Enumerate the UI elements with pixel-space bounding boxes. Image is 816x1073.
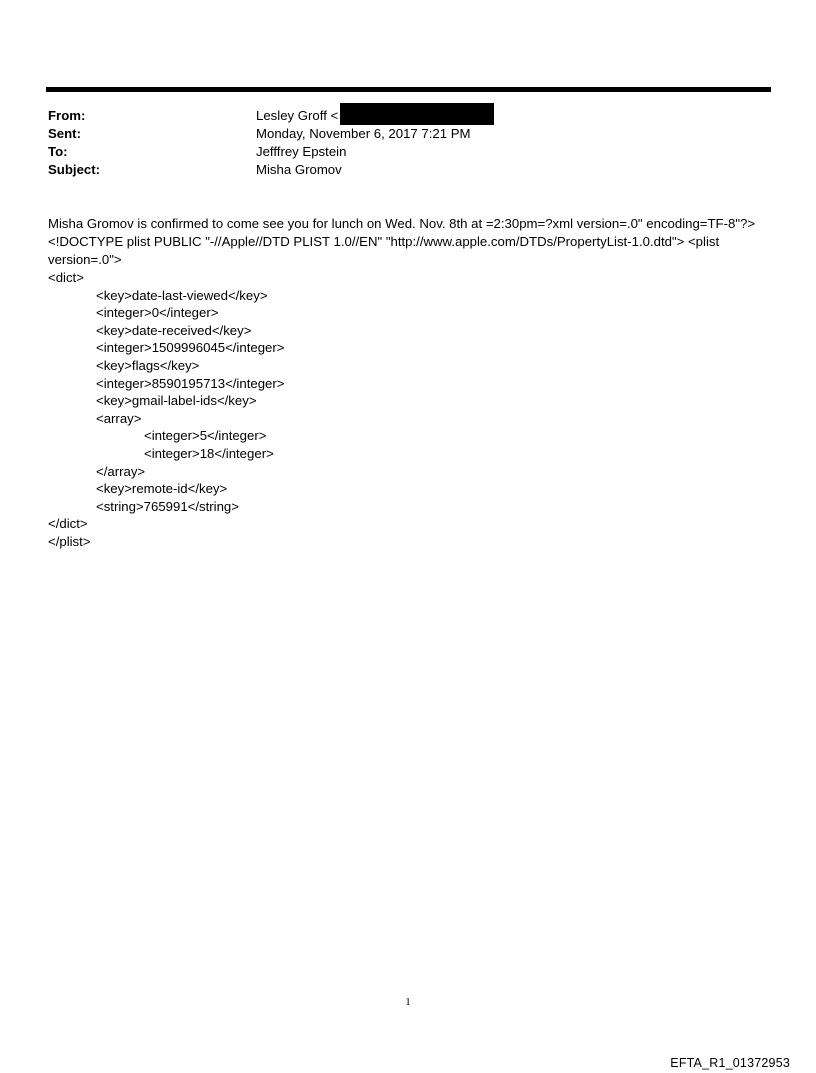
plist-line: <dict> (48, 270, 84, 285)
plist-line: <key>date-received</key> (96, 322, 252, 338)
from-value (256, 107, 494, 125)
page-number: 1 (405, 996, 411, 1008)
plist-line: </dict> (48, 516, 88, 532)
to-row (48, 143, 768, 161)
sent-row (48, 125, 768, 143)
plist-line: <key>gmail-label-ids</key> (96, 393, 257, 409)
plist-line: <integer>1509996045</integer> (96, 340, 285, 356)
subject-label: Subject: (48, 162, 101, 177)
body-intro-text: Misha Gromov is confirmed to come see you for lunch on Wed. Nov. 8th at =2:30pm=?xml version=.0" encoding=TF-8"?> <!DOCTYPE plist PUBLIC "-//Apple//DTD PLIST 1.0//EN" "http://www.apple.com/DTDs/PropertyList-1.0.dtd"> <plist version=.0"> (48, 216, 756, 267)
bates-number: EFTA_R1_01372953 (670, 1056, 790, 1070)
sent-label: Sent: (48, 126, 81, 141)
subject-row (48, 161, 768, 179)
plist-line: <key>remote-id</key> (96, 481, 228, 497)
plist-line: <array> (96, 410, 142, 426)
plist-line: <integer>0</integer> (96, 305, 219, 321)
from-name: Lesley Groff < (256, 108, 339, 123)
plist-line: <string>765991</string> (96, 498, 239, 514)
plist-line: <integer>18</integer> (144, 445, 274, 461)
plist-line: <integer>8590195713</integer> (96, 375, 285, 391)
to-label: To: (48, 144, 68, 159)
header-rule (46, 87, 771, 92)
subject-value: Misha Gromov (256, 162, 342, 177)
redaction-box (340, 103, 494, 125)
email-header (48, 107, 768, 179)
email-body (48, 215, 770, 551)
plist-line: </plist> (48, 533, 91, 549)
plist-line: </array> (96, 463, 146, 479)
from-row (48, 107, 768, 125)
plist-line: <integer>5</integer> (144, 428, 267, 444)
to-value: Jefffrey Epstein (256, 144, 347, 159)
from-label: From: (48, 108, 86, 123)
plist-line: <key>date-last-viewed</key> (96, 287, 268, 303)
sent-value: Monday, November 6, 2017 7:21 PM (256, 126, 471, 141)
plist-line: <key>flags</key> (96, 357, 200, 373)
